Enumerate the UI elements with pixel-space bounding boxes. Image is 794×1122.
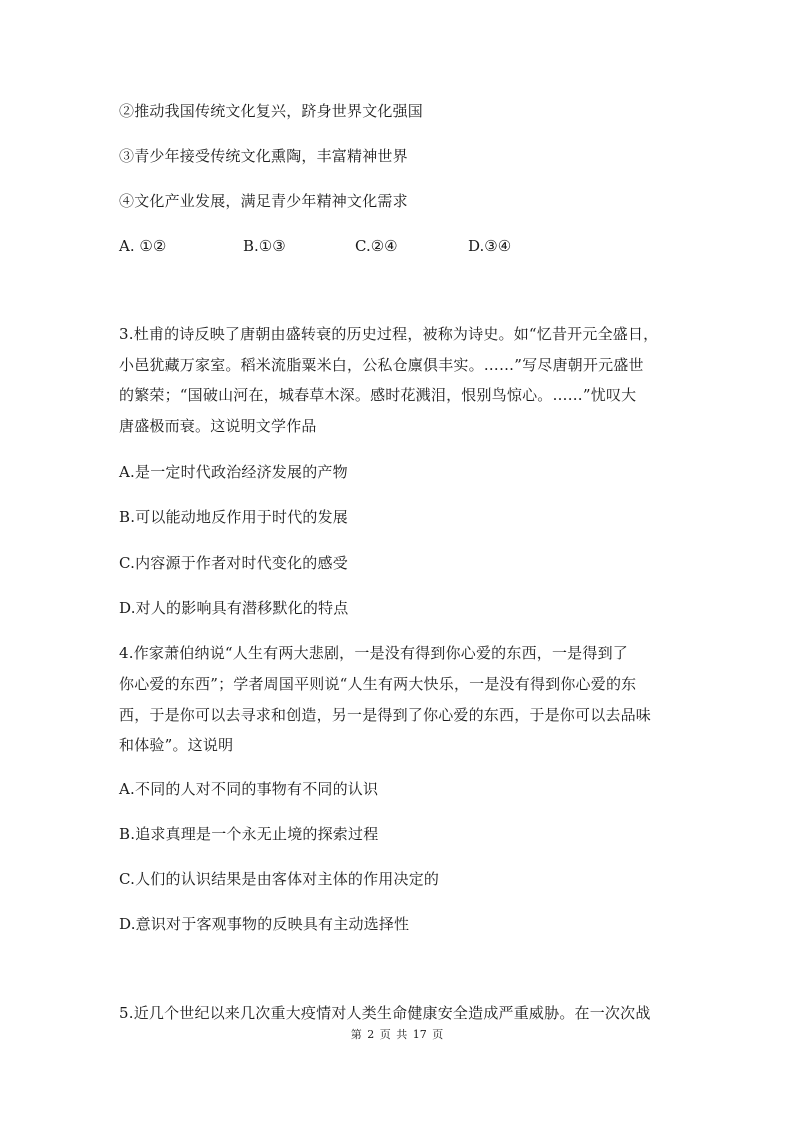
q4-stem-line-2: 你心爱的东西”；学者周国平则说“人生有两大快乐，一是没有得到你心爱的东 — [119, 675, 637, 693]
q4-stem-line-1: 4.作家萧伯纳说“人生有两大悲剧，一是没有得到你心爱的东西，一是得到了 — [119, 644, 628, 662]
q2-option-c: C.②④ — [355, 237, 398, 255]
q2-options — [119, 236, 679, 258]
q5-stem-line-1: 5.近几个世纪以来几次重大疫情对人类生命健康安全造成严重威胁。在一次次战 — [119, 1004, 651, 1022]
q3-option-b: B.可以能动地反作用于时代的发展 — [119, 508, 348, 526]
q3-option-d: D.对人的影响具有潜移默化的特点 — [119, 599, 349, 617]
q4-option-d: D.意识对于客观事物的反映具有主动选择性 — [119, 915, 410, 933]
page-number-footer: 第 2 页 共 17 页 — [350, 1028, 444, 1041]
q2-item-4: ④文化产业发展，满足青少年精神文化需求 — [119, 192, 408, 210]
q4-option-a: A.不同的人对不同的事物有不同的认识 — [119, 780, 379, 798]
q2-option-d: D.③④ — [468, 237, 512, 255]
q2-option-b: B.①③ — [243, 237, 286, 255]
q3-option-c: C.内容源于作者对时代变化的感受 — [119, 554, 348, 572]
q2-option-a: A. ①② — [119, 237, 167, 255]
q2-item-2: ②推动我国传统文化复兴，跻身世界文化强国 — [119, 102, 424, 120]
q3-stem-line-3: 的繁荣；“国破山河在，城春草木深。感时花溅泪，恨别鸟惊心。……”忧叹大 — [119, 386, 637, 404]
q3-stem-line-4: 唐盛极而衰。这说明文学作品 — [119, 417, 317, 435]
q4-stem-line-4: 和体验”。这说明 — [119, 736, 234, 754]
q4-stem-line-3: 西，于是你可以去寻求和创造，另一是得到了你心爱的东西，于是你可以去品味 — [119, 706, 652, 724]
q3-stem-line-2: 小邑犹藏万家室。稻米流脂粟米白，公私仓廪俱丰实。……”写尽唐朝开元盛世 — [119, 356, 644, 374]
q2-item-3: ③青少年接受传统文化熏陶，丰富精神世界 — [119, 147, 408, 165]
q3-stem-line-1: 3.杜甫的诗反映了唐朝由盛转衰的历史过程，被称为诗史。如“忆昔开元全盛日， — [119, 325, 659, 343]
q4-option-c: C.人们的认识结果是由客体对主体的作用决定的 — [119, 870, 440, 888]
q4-option-b: B.追求真理是一个永无止境的探索过程 — [119, 825, 379, 843]
q3-option-a: A.是一定时代政治经济发展的产物 — [119, 463, 348, 481]
